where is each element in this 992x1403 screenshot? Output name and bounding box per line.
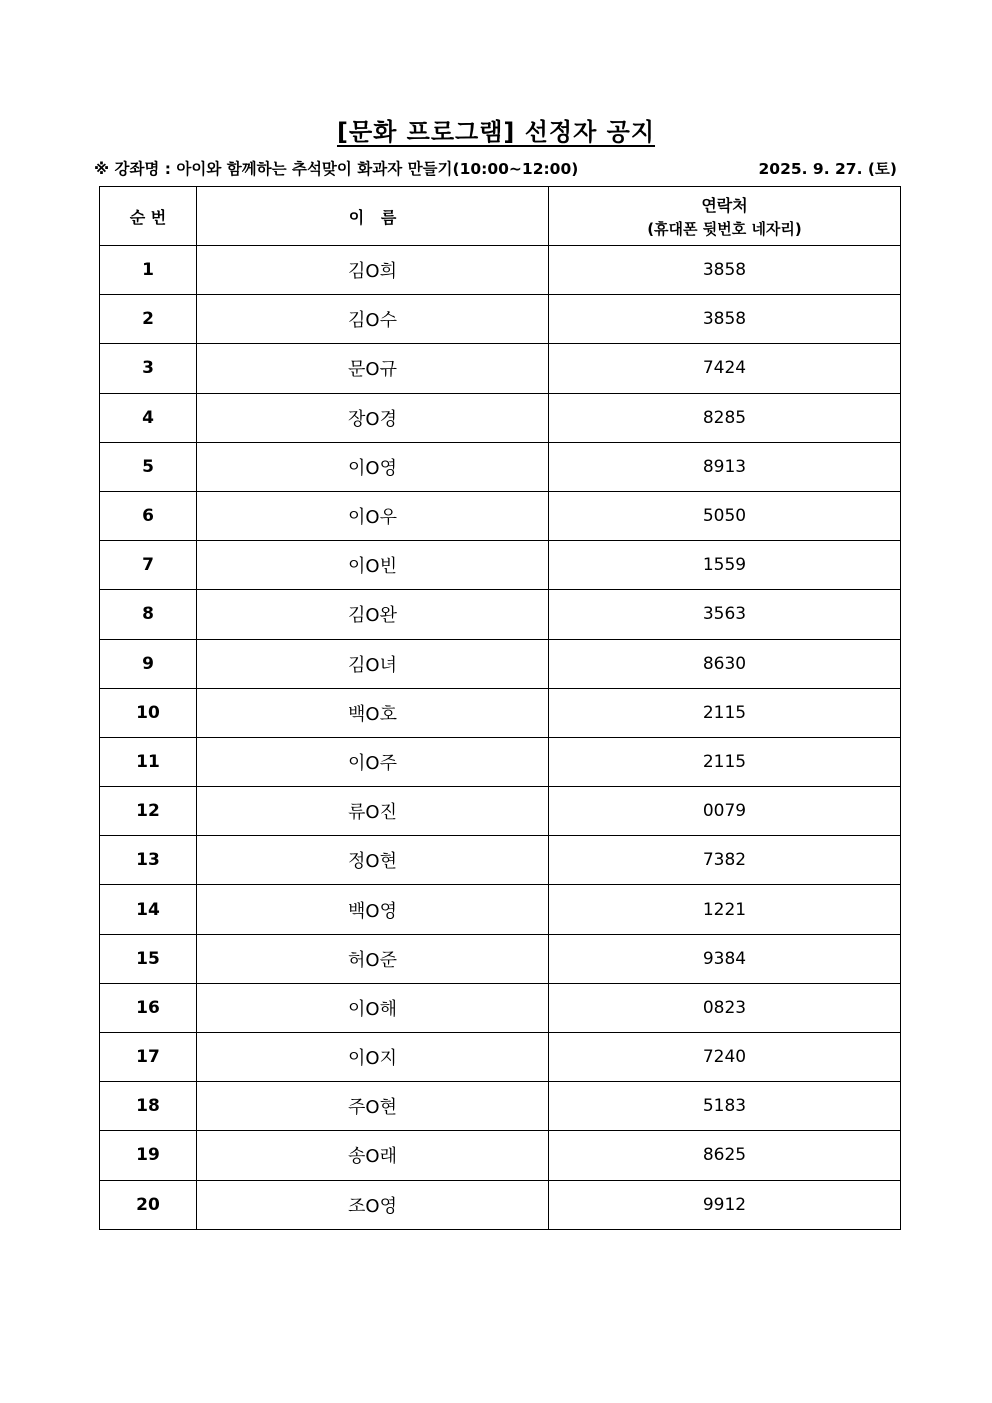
- row-number: 19: [100, 1131, 197, 1180]
- table-row: [100, 639, 901, 688]
- row-phone: 9384: [549, 934, 901, 983]
- header-contact: [549, 187, 901, 246]
- row-name: 김O희: [197, 246, 549, 295]
- header-contact-label: 연락처: [701, 196, 748, 215]
- row-phone: 3858: [549, 295, 901, 344]
- table-row: [100, 442, 901, 491]
- row-name: 김O수: [197, 295, 549, 344]
- row-phone: 8913: [549, 442, 901, 491]
- row-number: 4: [100, 393, 197, 442]
- row-number: 13: [100, 836, 197, 885]
- row-name: 조O영: [197, 1180, 549, 1229]
- row-name: 류O진: [197, 787, 549, 836]
- document-title: [0, 112, 992, 147]
- table-row: [100, 934, 901, 983]
- table-row: [100, 1131, 901, 1180]
- row-number: 17: [100, 1033, 197, 1082]
- row-name: 백O호: [197, 688, 549, 737]
- row-number: 3: [100, 344, 197, 393]
- row-name: 이O영: [197, 442, 549, 491]
- row-phone: 1559: [549, 541, 901, 590]
- table-row: [100, 295, 901, 344]
- row-name: 김O완: [197, 590, 549, 639]
- table-row: [100, 1180, 901, 1229]
- table-row: [100, 787, 901, 836]
- row-phone: 7240: [549, 1033, 901, 1082]
- table-header-row: [100, 187, 901, 246]
- row-number: 18: [100, 1082, 197, 1131]
- selection-table: [99, 186, 901, 1230]
- course-name: ※ 강좌명 : 아이와 함께하는 추석맞이 화과자 만들기(10:00~12:00): [94, 160, 579, 178]
- table-row: [100, 393, 901, 442]
- program-date: 2025. 9. 27. (토): [758, 160, 897, 178]
- row-phone: 8285: [549, 393, 901, 442]
- table-row: [100, 491, 901, 540]
- course-info-line: [94, 157, 897, 179]
- table-row: [100, 344, 901, 393]
- row-number: 1: [100, 246, 197, 295]
- row-name: 문O규: [197, 344, 549, 393]
- row-number: 12: [100, 787, 197, 836]
- table-row: [100, 688, 901, 737]
- table-row: [100, 737, 901, 786]
- row-name: 백O영: [197, 885, 549, 934]
- row-name: 이O지: [197, 1033, 549, 1082]
- row-number: 10: [100, 688, 197, 737]
- table-row: [100, 590, 901, 639]
- row-number: 11: [100, 737, 197, 786]
- table-row: [100, 836, 901, 885]
- row-name: 이O주: [197, 737, 549, 786]
- row-name: 이O우: [197, 491, 549, 540]
- row-number: 7: [100, 541, 197, 590]
- row-number: 6: [100, 491, 197, 540]
- row-phone: 3563: [549, 590, 901, 639]
- row-phone: 8630: [549, 639, 901, 688]
- row-number: 14: [100, 885, 197, 934]
- row-phone: 1221: [549, 885, 901, 934]
- row-number: 15: [100, 934, 197, 983]
- row-phone: 3858: [549, 246, 901, 295]
- row-phone: 2115: [549, 688, 901, 737]
- row-number: 8: [100, 590, 197, 639]
- table-row: [100, 1033, 901, 1082]
- row-number: 9: [100, 639, 197, 688]
- table-row: [100, 541, 901, 590]
- row-number: 2: [100, 295, 197, 344]
- row-number: 5: [100, 442, 197, 491]
- row-name: 이O해: [197, 983, 549, 1032]
- row-name: 김O녀: [197, 639, 549, 688]
- row-name: 장O경: [197, 393, 549, 442]
- document-title-text: [문화 프로그램] 선정자 공지: [336, 118, 656, 146]
- row-phone: 7424: [549, 344, 901, 393]
- row-phone: 8625: [549, 1131, 901, 1180]
- row-name: 송O래: [197, 1131, 549, 1180]
- header-contact-sub: (휴대폰 뒷번호 네자리): [647, 220, 802, 238]
- table-row: [100, 246, 901, 295]
- row-name: 정O현: [197, 836, 549, 885]
- row-phone: 0823: [549, 983, 901, 1032]
- row-phone: 7382: [549, 836, 901, 885]
- table-row: [100, 983, 901, 1032]
- row-phone: 9912: [549, 1180, 901, 1229]
- header-number: 순 번: [100, 187, 197, 246]
- table-row: [100, 1082, 901, 1131]
- row-phone: 0079: [549, 787, 901, 836]
- row-number: 20: [100, 1180, 197, 1229]
- row-phone: 2115: [549, 737, 901, 786]
- row-name: 이O빈: [197, 541, 549, 590]
- row-phone: 5050: [549, 491, 901, 540]
- row-name: 허O준: [197, 934, 549, 983]
- table-row: [100, 885, 901, 934]
- row-number: 16: [100, 983, 197, 1032]
- row-phone: 5183: [549, 1082, 901, 1131]
- header-name: 이 름: [197, 187, 549, 246]
- row-name: 주O현: [197, 1082, 549, 1131]
